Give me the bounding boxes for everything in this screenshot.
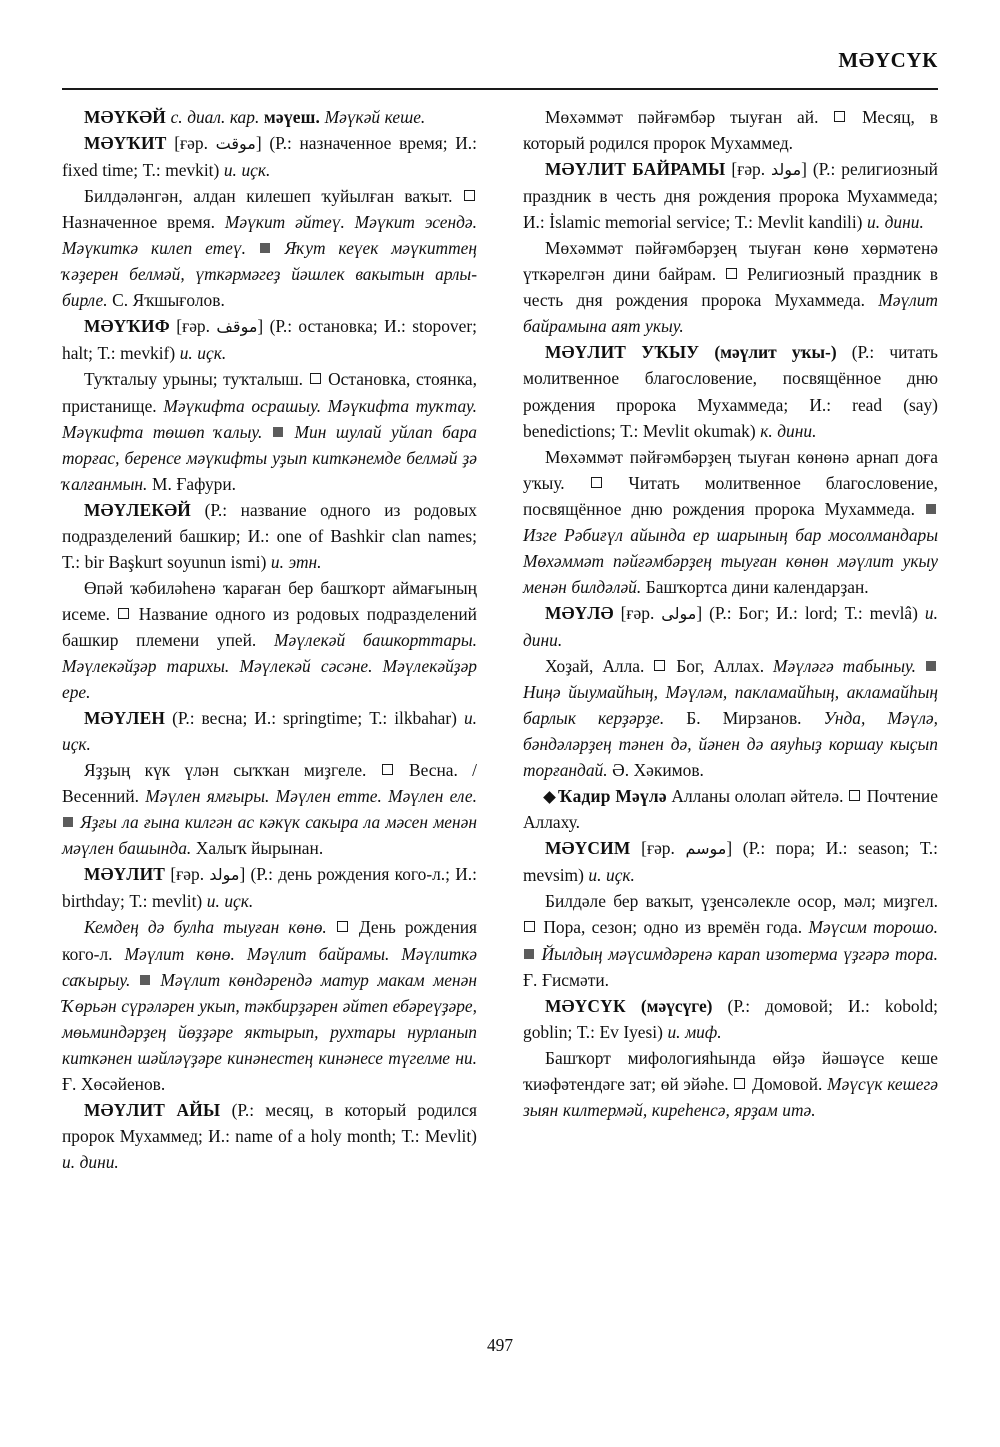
dictionary-entry-maulit: МӘҮЛИТ [ғәр. مولد] (Р.: день рождения кого-л.; И.: birthday; Т.: mevlit) и. иҫк. [62,864,477,912]
examples: Мәүкифта осрашыу. Мәүкифта туҡтау. Мәүкифта төшөп ҡалыу. [62,395,477,442]
headword: МӘҮЛЕН [84,708,166,729]
russian-gloss-marker-icon [591,477,602,488]
dictionary-entry-maulit-ayi: МӘҮЛИТ АЙЫ (Р.: месяц, в который родился пророк Мухаммед; И.: name of a holy month; Т.: Mevlit) и. дини. [62,1099,477,1172]
part-of-speech: и. дини. [62,1151,119,1172]
citation-author: С. Яҡшығолов. [112,290,225,311]
citation: Яҙғы ла ғына килгән ас кәкүк сакыра ла мәсен менән мәүлен башында. [62,812,477,859]
citation: Йылдың мәүсимдәренә карап изотерма үҙгәрә тора. [541,943,938,964]
definition-bashkir: Мөхәммәт пәйғәмбәрҙең тыуған көнө хөрмәтенә үткәрелгән дини байрам. [523,238,938,285]
definition-russian: Весна. / Весенний. [62,760,477,807]
citation-author: Башҡортса дини календарҙан. [645,576,869,597]
etymology-label: ғәр. [182,316,210,337]
phrase-definition-bashkir: Алланы ололап әйтелә. [671,786,844,807]
header-rule [62,88,938,90]
definition-russian: Домовой. [752,1073,823,1094]
gloss-turkish: Т.: mevkit) [142,160,220,181]
gloss-turkish: Т.: mevlâ) [844,602,918,623]
etymology-label: ғәр. [626,602,655,623]
gloss-russian: Р.: домовой; [733,995,833,1016]
definition-bashkir: Өпәй ҡәбиләһенә ҡараған бер башҡорт аймағының исеме. [62,577,477,624]
gloss-turkish: Т.: Mevlit kandili) [734,212,863,233]
citation-marker-icon [926,661,936,671]
definition-russian: Читать молитвенное благословение, посвящённое дню рождения пророка Мухаммеда. [523,472,938,519]
citation-author: Халыҡ йырынан. [195,838,324,859]
russian-gloss-marker-icon [524,921,535,932]
gloss-english: И.: lord; [776,602,838,623]
body-columns [62,104,938,1175]
etymology-label: ғәр. [646,838,675,859]
russian-gloss-marker-icon [849,790,860,801]
examples: Мәүлекәй башкорттары. Мәүлекәйҙәр тарихы. Мәүлекәй сәсәне. Мәүлекәйҙәр ере. [62,629,477,703]
gloss-english: И.: name of a holy month; [208,1125,397,1146]
gloss-turkish: Т.: mevkif) [97,343,176,364]
part-of-speech: и. иҫк. [206,891,254,912]
examples: Мәүлит көнө. Мәүлит байрамы. Мәүлиткә саҡырыу. [62,943,477,990]
citation-marker-icon [63,817,73,827]
entry-body-maulit-ayi-continued [523,104,938,156]
headword: МӘҮЛЕКӘЙ [84,499,191,520]
dictionary-entry-maulit-bayrami: МӘҮЛИТ БАЙРАМЫ [ғәр. مولد] (Р.: религиозный праздник в честь дня рождения пророка Мухаммеда; И.: İslamic memorial service; Т.: Mevlit kandili) и. дини. [523,159,938,233]
citation-author: М. Ғафури. [151,473,236,494]
russian-gloss-marker-icon [654,660,665,671]
dictionary-entry-mausim: МӘҮСИМ [ғәр. موسم] (Р.: пора; И.: season; Т.: mevsim) и. иҫк. [523,838,938,886]
citation-author: Ғ. Хөсәйенов. [62,1073,166,1094]
gloss-english: И.: season; [825,838,910,859]
etymology-arabic: مولد [209,865,240,885]
gloss-russian: Р.: месяц, в который родился пророк Мухаммед; [62,1099,477,1146]
gloss-english: И.: birthday; [62,864,477,912]
left-column [62,104,477,1175]
definition-russian: Назначенное время. [62,212,216,233]
russian-gloss-marker-icon [464,190,475,201]
citation-marker-icon [260,243,270,253]
part-of-speech: к. дини. [760,420,817,441]
citation-one-author: Б. Мирзанов. [686,708,802,729]
headword: МӘҮҠИФ [84,316,170,337]
gloss-turkish: Т.: mevlit) [129,891,203,912]
definition-bashkir: Билдәле бер ваҡыт, үҙенсәлекле осор, мәл; миҙгел. [545,891,938,912]
gloss-english: И.: stopover; halt; [62,316,477,364]
entry-body-mausuk [523,1045,938,1123]
example: Мәүкәй кеше. [324,107,426,127]
gloss-turkish: Т.: Mevlit okumak) [620,420,756,441]
gloss-english: И.: İslamic memorial service; [523,212,731,233]
phrase-marker-icon [543,791,556,804]
gloss-turkish: Т.: bir Başkurt soyunun ismi) [62,551,267,572]
citation: Мин шулай уйлап бара торғас, беренсе мәүкифты уҙып киткәнемде белмәй ҙә ҡалғанмын. [62,421,477,494]
citation-marker-icon [524,949,534,959]
gloss-russian: Р.: пора; [748,838,816,859]
dictionary-entry-maukif: МӘҮҠИФ [ғәр. موقف] (Р.: остановка; И.: stopover; halt; Т.: mevkif) и. иҫк. [62,316,477,364]
entry-body-maukif [62,366,477,496]
gloss-russian: Р.: название одного из родовых подразделений башкир; [62,499,477,546]
part-of-speech: и. миф. [667,1021,722,1042]
definition-bashkir: Туҡталыу урыны; туҡталыш. [84,369,303,390]
entry-body-maulit [62,914,477,1096]
definition-bashkir: Яҙҙың күк үлән сыҡҡан миҙгеле. [84,760,367,781]
definition-russian: Пора, сезон; одно из времён года. [543,917,803,938]
citation-two: Унда, Мәүлә, бәндәләрҙең тәнен дә, йәнен дә аяуһыҙ коршау кыҫып торғандай. [523,708,938,781]
definition-russian: Остановка, стоянка, пристанище. [62,369,477,416]
citation: Изге Рәбиғүл айында ер шарының бар мосолмандары Мөхәммәт пәйғәмбәрҙең тыуған көнөн мәүлит укыу менән билдәләй. [523,524,938,597]
definition-russian: Название одного из родовых подразделений башкир племени упей. [62,603,477,650]
entry-body-mausim [523,888,938,992]
entry-body-maulit-bayrami [523,235,938,339]
russian-gloss-marker-icon [337,921,348,932]
definition-russian: Бог, Аллах. [676,655,765,676]
russian-gloss-marker-icon [118,608,129,619]
dictionary-entry-maulekay: МӘҮЛЕКӘЙ (Р.: название одного из родовых подразделений башкир; И.: one of Bashkir clan names; Т.: bir Başkurt soyunun ismi) и. этн. [62,499,477,572]
examples: Мәүсим торошо. [808,917,938,938]
gloss-russian: Р.: Бог; [714,602,770,623]
examples: Мәүлен ямғыры. Мәүлен етте. Мәүлен еле. [145,786,477,807]
gloss-turkish: Т.: Ev Iyesi) [576,1021,663,1042]
etymology-arabic: موقت [215,134,256,154]
gloss-russian: Р.: день рождения кого-л.; [256,864,450,885]
citation-two-author: Ә. Хәкимов. [612,760,704,781]
citation-author: Ғ. Ғисмәти. [523,969,610,990]
gloss-english: И.: read (say) benedictions; [523,394,938,441]
part-of-speech: и. иҫк. [588,865,635,886]
head-note: с. диал. кар. [170,107,260,127]
definition-russian: Религиозный праздник в честь дня рождения пророка Мухаммеда. [523,264,938,311]
russian-gloss-marker-icon [834,111,845,122]
right-column [523,104,938,1175]
definition-bashkir: Кемдең дә булһа тыуған көнө. [84,917,327,938]
entry-body-maulekay [62,575,477,705]
definition-bashkir: Мөхәммәт пәйғәмбәрҙең тыуған көнөнә арнап доға уҡыу. [523,446,938,493]
headword: МӘҮКӘЙ [84,107,167,127]
citation-marker-icon [926,504,936,514]
headword-variant: (мәүсүге) [640,995,713,1016]
etymology-label: ғәр. [176,864,205,885]
gloss-russian: Р.: весна; [177,708,248,729]
dictionary-entry-maukay [62,104,477,130]
gloss-turkish: Т.: mevsim) [523,838,938,886]
entry-phrase-kadir-maula [523,783,938,835]
etymology-arabic: مولى [661,603,697,623]
running-head: МӘҮСҮК [838,48,938,72]
definition-bashkir: Билдәләнгән, алдан килешеп ҡуйылған ваҡыт. [84,186,453,207]
etymology-arabic: مولد [771,160,802,180]
headword: МӘҮҠИТ [84,133,167,154]
part-of-speech: и. иҫк. [62,708,477,755]
gloss-english: И.: kobold; goblin; [523,995,938,1042]
examples: Мәүкит әйтеү. Мәүкит эсендә. Мәүкиткә килеп етеү. [62,212,477,259]
part-of-speech: и. иҫк. [223,160,271,181]
dictionary-entry-maulen: МӘҮЛЕН (Р.: весна; И.: springtime; Т.: ilkbahar) и. иҫк. [62,708,477,755]
etymology-arabic: موسم [685,839,727,859]
etymology-arabic: موقف [216,317,258,337]
definition-bashkir: Башҡорт мифологияһында өйҙә йәшәүсе кеше ҡиәфәтендәге зат; өй эйәһе. [523,1047,938,1094]
russian-gloss-marker-icon [310,373,321,384]
dictionary-entry-maukit: МӘҮҠИТ [ғәр. موقت] (Р.: назначенное время; И.: fixed time; Т.: mevkit) и. иҫк. [62,133,477,181]
page-header [62,48,938,94]
gloss-turkish: Т.: Mevlit) [401,1125,477,1146]
examples: Мәүлит байрамына аят укыу. [523,290,938,337]
gloss-english: И.: one of Bashkir clan names; [247,525,477,546]
russian-gloss-marker-icon [726,268,737,279]
headword: МӘҮЛИТ БАЙРАМЫ [545,159,726,180]
part-of-speech: и. дини. [523,602,938,650]
etymology-label: ғәр. [737,159,766,180]
headword: МӘҮЛИТ УҠЫУ [545,342,700,363]
entry-body-maukit [62,183,477,313]
citation: Мәүлит көндәрендә матур макам менән Ҡөрьән сүрәләрен укып, тәкбирҙәрен әйтеп ебәреүҙәре, мөьминдәрҙең йөҙҙәре яктырып, рухтары нурланып киткәнен шәйләүҙәре кинәнестең кинәнесе түгелме ни. [62,969,477,1068]
entry-body-maulen [62,757,477,861]
gloss-english: И.: springtime; [254,708,363,729]
part-of-speech: и. дини. [867,212,924,233]
entry-body-maula [523,653,938,783]
dictionary-entry-maulit-ukiu: МӘҮЛИТ УҠЫУ (мәүлит уҡы-) (Р.: читать молитвенное благословение, посвящённое дню рождения пророка Мухаммеда; И.: read (say) benedictions; Т.: Mevlit okumak) к. дини. [523,342,938,441]
citation-marker-icon [140,975,150,985]
gloss-russian: Р.: религиозный праздник в честь дня рождения пророка Мухаммеда; [523,159,938,207]
examples: Мәүсүк кешегә зыян килтермәй, киреһенсә, ярҙам итә. [523,1073,938,1120]
headword: МӘҮСҮК [545,995,626,1016]
phrase-headword: Ҡадир Мәүлә [558,786,667,807]
gloss-russian: Р.: остановка; [275,316,378,337]
etymology-label: ғәр. [180,133,208,154]
dictionary-entry-maula: МӘҮЛӘ [ғәр. مولى] (Р.: Бог; И.: lord; Т.: mevlâ) и. дини. [523,602,938,650]
entry-body-maulit-ukiu [523,444,938,600]
dictionary-entry-mausuk: МӘҮСҮК (мәүсүге) (Р.: домовой; И.: kobold; goblin; Т.: Ev Iyesi) и. миф. [523,995,938,1042]
citation: Яҡут кеүек мәүкиттең ҡәҙерен белмәй, үткәрмәгеҙ йәшлек вакытын арлы-бирле. [62,238,477,311]
russian-gloss-marker-icon [382,764,393,775]
gloss-russian: Р.: назначенное время; [275,133,448,154]
definition-bashkir: Мөхәммәт пәйғәмбәр тыуған ай. [545,107,819,127]
gloss-turkish: Т.: ilkbahar) [369,708,457,729]
headword: МӘҮЛӘ [545,602,614,623]
part-of-speech: и. этн. [270,551,322,572]
gloss-russian: Р.: читать молитвенное благословение, посвящённое дню рождения пророка Мухаммеда; [523,342,938,415]
citation-marker-icon [273,427,283,437]
page-number: 497 [486,1335,514,1355]
russian-gloss-marker-icon [734,1078,745,1089]
headword: МӘҮЛИТ [84,864,166,885]
gloss-english: И.: fixed time; [62,133,477,181]
citation-one: Ниңә йыумайһың, Мәүләм, пакламайһың, акламайһың барлык керҙәрҙе. [523,682,938,729]
headword: МӘҮЛИТ АЙЫ [84,1099,221,1120]
definition-bashkir: Хоҙай, Алла. [545,655,645,676]
examples: Мәүләгә табыныу. [773,655,917,676]
headword-variant: (мәүлит уҡы-) [714,342,837,363]
definition-russian: День рождения кого-л. [62,917,477,964]
definition-russian: Месяц, в который родился пророк Мухаммед. [523,107,938,154]
cross-reference: мәүеш. [263,107,321,127]
part-of-speech: и. иҫк. [179,343,227,364]
phrase-definition-russian: Почтение Аллаху. [523,786,938,833]
headword: МӘҮСИМ [545,838,631,859]
